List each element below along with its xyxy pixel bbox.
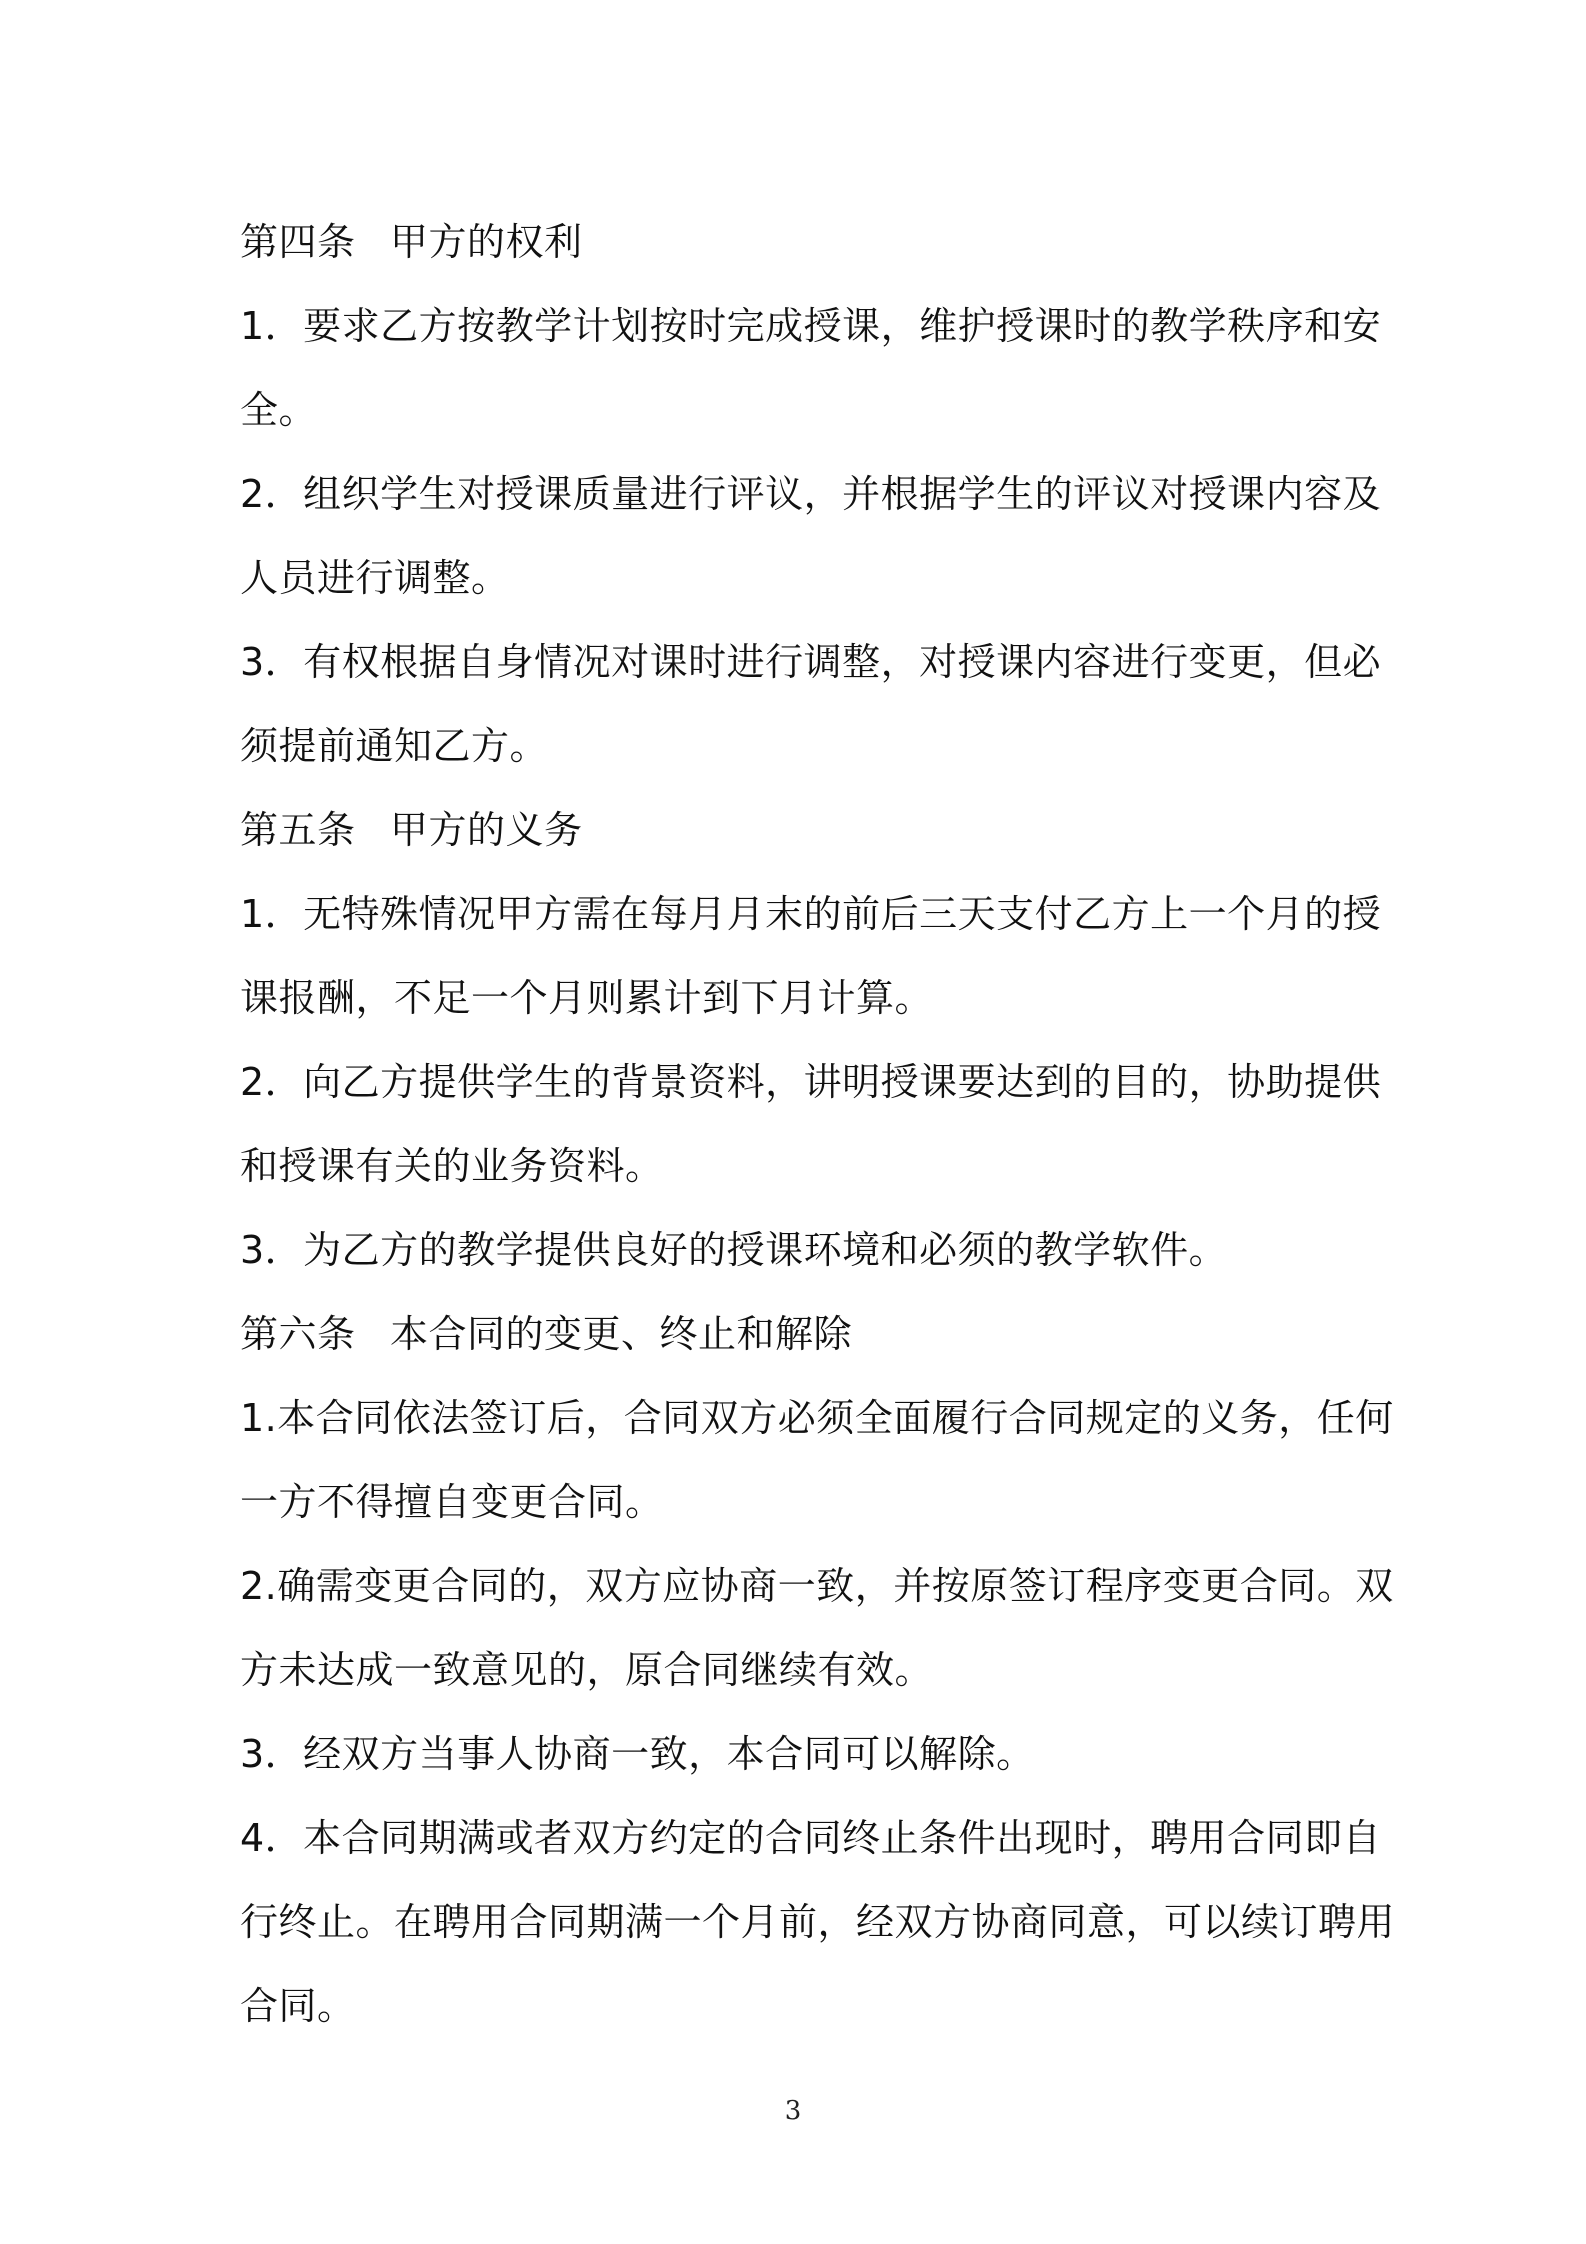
article-6-line-8: 合同。 xyxy=(240,1984,356,2028)
article-6-line-4: 方未达成一致意见的，原合同继续有效。 xyxy=(240,1648,934,1692)
article-6-line-1: 1.本合同依法签订后，合同双方必须全面履行合同规定的义务，任何 xyxy=(240,1396,1394,1440)
article-5-line-1: 1．无特殊情况甲方需在每月月末的前后三天支付乙方上一个月的授 xyxy=(240,892,1382,936)
article-6-line-3: 2.确需变更合同的，双方应协商一致，并按原签订程序变更合同。双 xyxy=(240,1564,1394,1608)
article-4-line-4: 人员进行调整。 xyxy=(240,556,510,600)
article-6-line-5: 3．经双方当事人协商一致，本合同可以解除。 xyxy=(240,1732,1035,1776)
article-5-line-3: 2．向乙方提供学生的背景资料，讲明授课要达到的目的，协助提供 xyxy=(240,1060,1382,1104)
article-5-number: 第五条 xyxy=(240,808,356,852)
article-5-heading xyxy=(240,788,1360,872)
article-4-line-3: 2．组织学生对授课质量进行评议，并根据学生的评议对授课内容及 xyxy=(240,472,1382,516)
article-4-line-5: 3．有权根据自身情况对课时进行调整，对授课内容进行变更，但必 xyxy=(240,640,1382,684)
contract-body xyxy=(240,200,1396,2048)
article-5-title: 甲方的义务 xyxy=(390,808,583,852)
article-4-line-1: 1．要求乙方按教学计划按时完成授课，维护授课时的教学秩序和安 xyxy=(240,304,1382,348)
article-4-number: 第四条 xyxy=(240,220,356,264)
article-4-heading xyxy=(240,200,1360,284)
article-5-line-4: 和授课有关的业务资料。 xyxy=(240,1144,664,1188)
article-6-line-2: 一方不得擅自变更合同。 xyxy=(240,1480,664,1524)
article-6-heading xyxy=(240,1292,1360,1376)
article-6-title: 本合同的变更、终止和解除 xyxy=(390,1312,853,1356)
article-6-line-6: 4．本合同期满或者双方约定的合同终止条件出现时，聘用合同即自 xyxy=(240,1816,1382,1860)
article-6-number: 第六条 xyxy=(240,1312,356,1356)
article-5-line-5: 3．为乙方的教学提供良好的授课环境和必须的教学软件。 xyxy=(240,1228,1228,1272)
article-5-line-2: 课报酬，不足一个月则累计到下月计算。 xyxy=(240,976,934,1020)
article-6-line-7: 行终止。在聘用合同期满一个月前，经双方协商同意，可以续订聘用 xyxy=(240,1900,1396,1944)
article-4-line-6: 须提前通知乙方。 xyxy=(240,724,549,768)
article-4-line-2: 全。 xyxy=(240,388,318,432)
article-4-title: 甲方的权利 xyxy=(390,220,583,264)
page-number: 3 xyxy=(784,2096,802,2126)
